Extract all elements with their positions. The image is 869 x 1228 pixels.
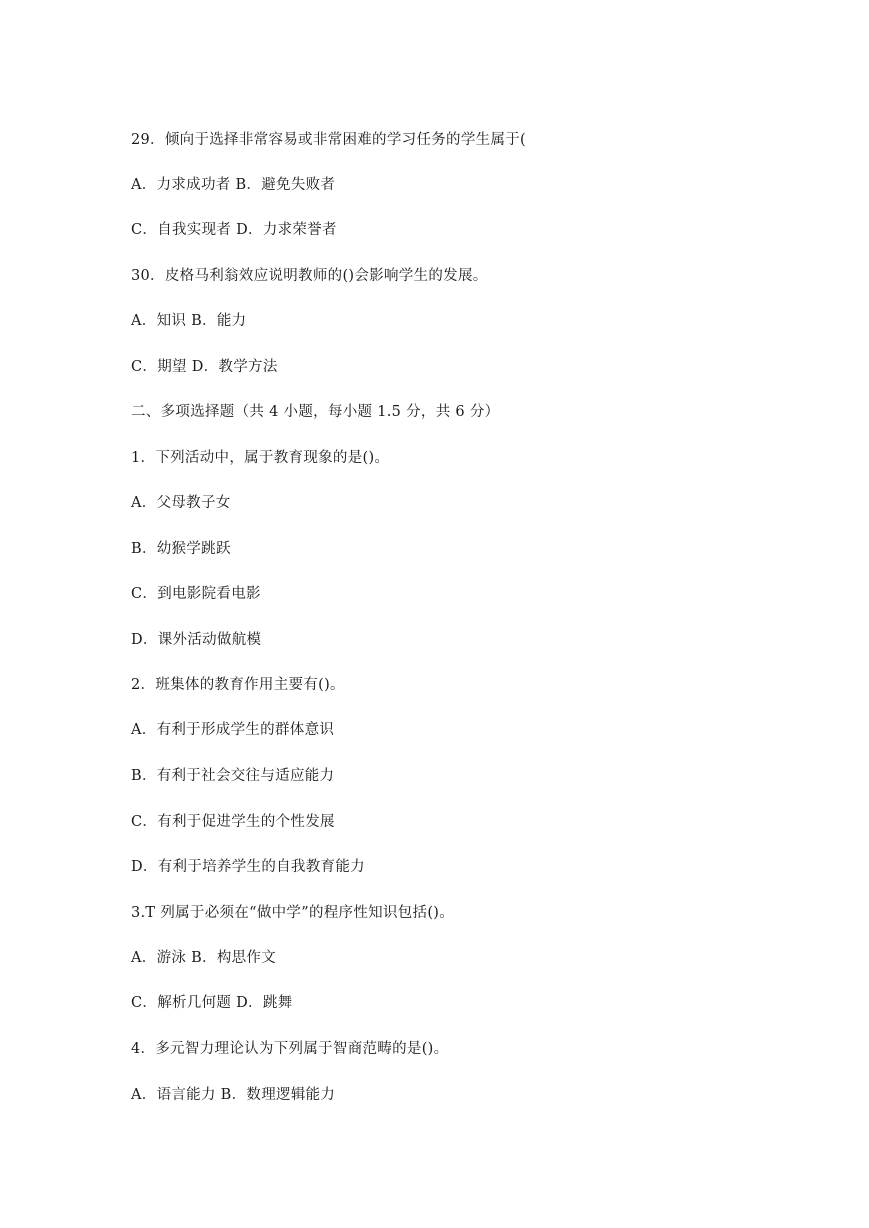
mc-question-3-stem: 3.T 列属于必须在“做中学”的程序性知识包括()。 — [131, 905, 455, 921]
question-30-stem: 30．皮格马利翁效应说明教师的()会影响学生的发展。 — [131, 268, 488, 284]
mc-question-1-stem: 1．下列活动中，属于教育现象的是()。 — [131, 450, 390, 466]
question-29-options-ab: A．力求成功者 B．避免失败者 — [131, 177, 336, 193]
section-heading-multiple-choice: 二、多项选择题（共 4 小题，每小题 1.5 分，共 6 分） — [131, 404, 500, 420]
mc-question-1-option-b: B．幼猴学跳跃 — [131, 541, 231, 557]
question-29-options-cd: C．自我实现者 D．力求荣誉者 — [131, 222, 337, 238]
mc-question-3-options-ab: A．游泳 B．构思作文 — [131, 950, 277, 966]
mc-question-4-options-ab: A．语言能力 B．数理逻辑能力 — [131, 1087, 336, 1103]
mc-question-1-option-d: D．课外活动做航模 — [131, 632, 262, 648]
mc-question-1-option-c: C．到电影院看电影 — [131, 586, 261, 602]
mc-question-1-option-a: A．父母教子女 — [131, 495, 231, 511]
mc-question-3-options-cd: C．解析几何题 D．跳舞 — [131, 995, 293, 1011]
question-30-options-cd: C．期望 D．教学方法 — [131, 359, 278, 375]
question-30-options-ab: A．知识 B．能力 — [131, 313, 247, 329]
mc-question-2-option-b: B．有利于社会交往与适应能力 — [131, 768, 335, 784]
mc-question-2-option-c: C．有利于促进学生的个性发展 — [131, 814, 335, 830]
mc-question-2-option-d: D．有利于培养学生的自我教育能力 — [131, 859, 365, 875]
mc-question-2-stem: 2．班集体的教育作用主要有()。 — [131, 677, 345, 693]
question-29-stem: 29．倾向于选择非常容易或非常困难的学习任务的学生属于( — [131, 132, 527, 148]
mc-question-4-stem: 4．多元智力理论认为下列属于智商范畴的是()。 — [131, 1041, 449, 1057]
mc-question-2-option-a: A．有利于形成学生的群体意识 — [131, 722, 335, 738]
